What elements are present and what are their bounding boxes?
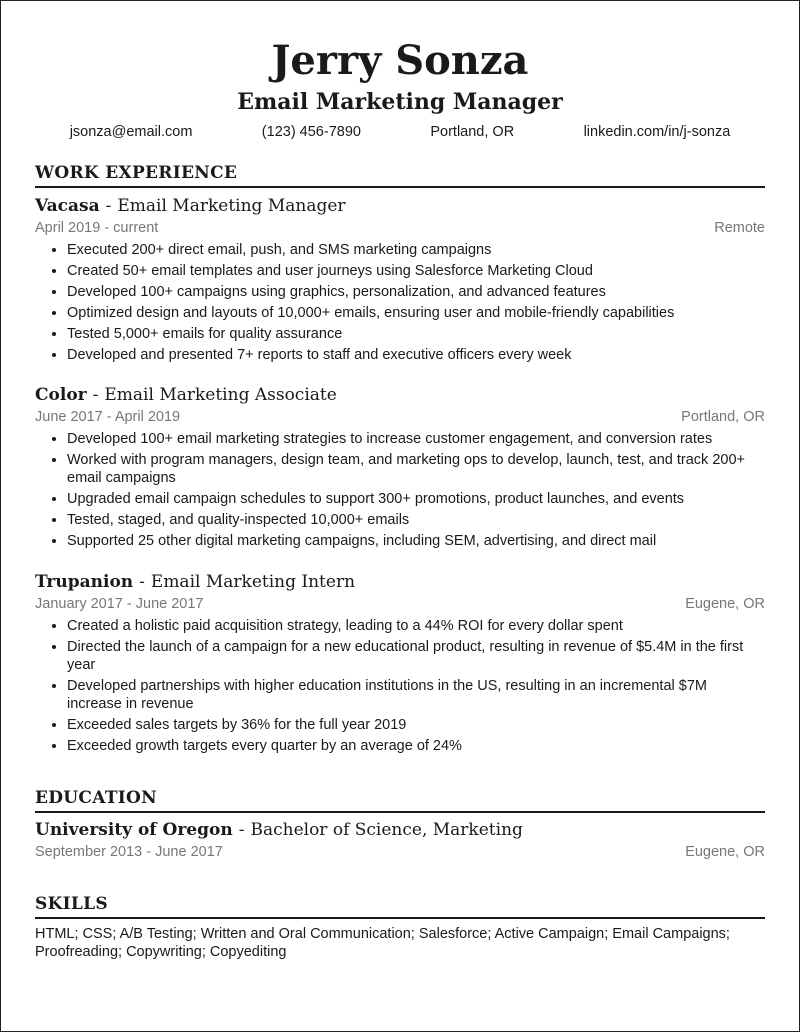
job-entry [35, 383, 765, 551]
job-bullet: • Optimized design and layouts of 10,000+ emails, ensuring user and mobile-friendly capabilities [67, 302, 765, 323]
job-dates: January 2017 - June 2017 [35, 596, 204, 612]
job-heading [35, 194, 765, 218]
education-degree: Bachelor of Science, [250, 820, 428, 840]
job-bullet: • Executed 200+ direct email, push, and SMS marketing campaigns [67, 239, 765, 260]
candidate-name: Jerry Sonza [271, 37, 529, 84]
education-separator: - [238, 820, 245, 840]
education-field: Marketing [432, 820, 523, 840]
education-meta [35, 842, 765, 863]
section-title-skills: SKILLS [35, 893, 765, 919]
job-entry [35, 194, 765, 365]
job-bullet: • Supported 25 other digital marketing campaigns, including SEM, advertising, and direct mail [67, 530, 765, 551]
job-role: Email Marketing Intern [150, 572, 356, 592]
job-heading [35, 383, 765, 407]
job-meta [35, 218, 765, 239]
education-location: Eugene, OR [685, 844, 765, 860]
education-entry [35, 818, 765, 863]
job-bullet: • Developed and presented 7+ reports to staff and executive officers every week [67, 344, 765, 365]
job-entry [35, 570, 765, 756]
contact-email: jsonza@email.com [69, 124, 193, 140]
job-separator: - [105, 196, 112, 216]
job-bullet: • Worked with program managers, design team, and marketing ops to develop, launch, test, and track 200+ email campaigns [67, 449, 765, 488]
job-company: Vacasa [35, 196, 100, 216]
section-title-work: WORK EXPERIENCE [35, 162, 765, 188]
job-dates: April 2019 - current [35, 220, 159, 236]
job-heading [35, 570, 765, 594]
education-school: University of Oregon [35, 820, 233, 840]
candidate-title: Email Marketing Manager [237, 89, 563, 115]
job-meta [35, 594, 765, 615]
job-bullet: • Directed the launch of a campaign for a new educational product, resulting in revenue of $5.4M in the first year [67, 636, 765, 675]
job-bullet: • Tested, staged, and quality-inspected 10,000+ emails [67, 509, 765, 530]
job-company: Trupanion [35, 572, 134, 592]
job-bullet: • Exceeded sales targets by 36% for the full year 2019 [67, 714, 765, 735]
job-bullets [35, 428, 765, 551]
job-company: Color [35, 385, 87, 405]
contact-row [35, 122, 765, 142]
job-bullet: • Created 50+ email templates and user journeys using Salesforce Marketing Cloud [67, 260, 765, 281]
job-role: Email Marketing Manager [117, 196, 346, 216]
job-meta [35, 407, 765, 428]
contact-location: Portland, OR [430, 124, 515, 140]
education-heading [35, 818, 765, 842]
job-separator: - [139, 572, 145, 592]
skills-list: HTML; CSS; A/B Testing; Written and Oral Communication; Salesforce; Active Campaign; Email Campaigns; Proofreading; Copywriting; Copyediting [35, 926, 730, 960]
job-location: Portland, OR [681, 409, 765, 425]
education-dates: September 2013 - June 2017 [35, 844, 223, 860]
job-bullet: • Developed partnerships with higher education institutions in the US, resulting in an incremental $7M increase in revenue [67, 675, 765, 714]
job-role: Email Marketing Associate [104, 385, 337, 405]
job-bullets [35, 615, 765, 756]
job-bullet: • Developed 100+ campaigns using graphics, personalization, and advanced features [67, 281, 765, 302]
contact-linkedin: linkedin.com/in/j-sonza [583, 124, 731, 140]
section-title-education: EDUCATION [35, 787, 765, 813]
job-bullet: • Exceeded growth targets every quarter by an average of 24% [67, 735, 765, 756]
job-location: Eugene, OR [685, 596, 765, 612]
job-bullet: • Tested 5,000+ emails for quality assurance [67, 323, 765, 344]
job-bullet: • Developed 100+ email marketing strategies to increase customer engagement, and conversion rates [67, 428, 765, 449]
job-bullets [35, 239, 765, 365]
job-dates: June 2017 - April 2019 [35, 409, 181, 425]
job-bullet: • Created a holistic paid acquisition strategy, leading to a 44% ROI for every dollar spent [67, 615, 765, 636]
job-location: Remote [714, 220, 765, 236]
job-bullet: • Upgraded email campaign schedules to support 300+ promotions, product launches, and events [67, 488, 765, 509]
job-separator: - [92, 385, 99, 405]
contact-phone: (123) 456-7890 [261, 124, 361, 140]
